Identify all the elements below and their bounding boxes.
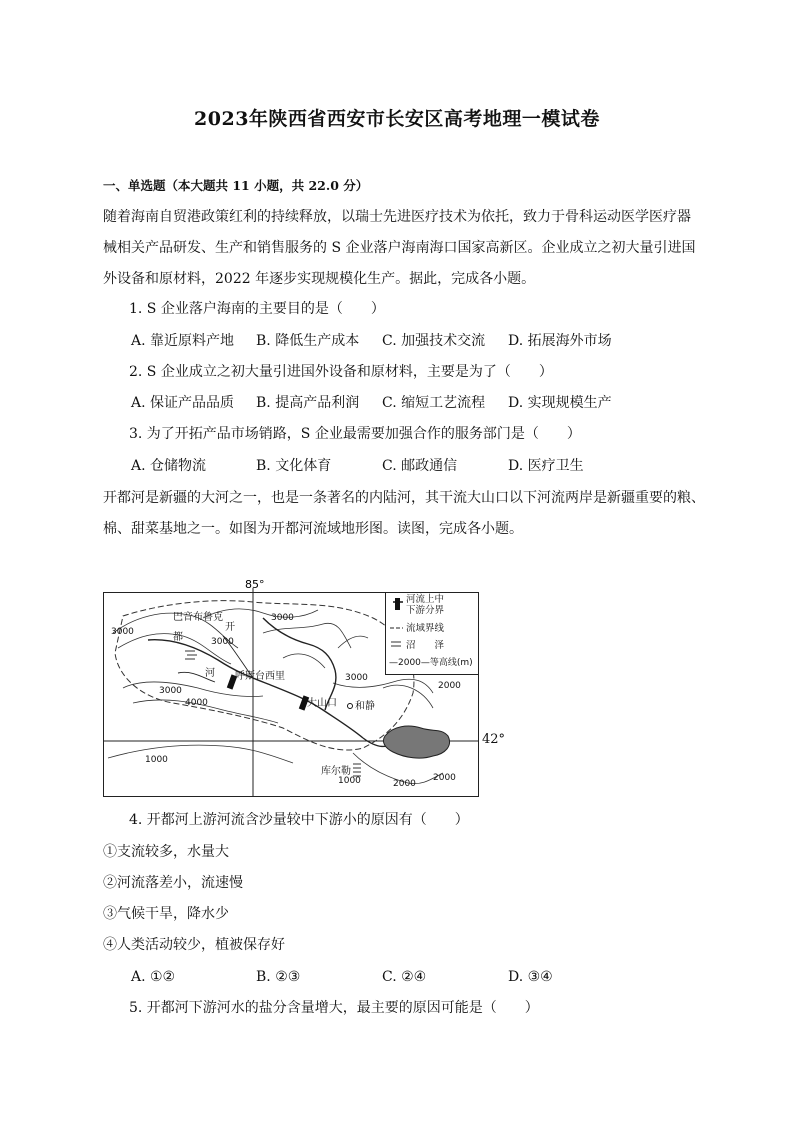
legend-divide-icon	[395, 598, 400, 610]
question-1-options	[131, 331, 612, 351]
option-d[interactable]: D. 医疗卫生	[508, 458, 584, 474]
question-2-stem: 2. S 企业成立之初大量引进国外设备和原材料，主要是为了（ ）	[129, 364, 553, 380]
option-b[interactable]: B. 提高产品利润	[256, 395, 360, 411]
option-b[interactable]: B. ②③	[256, 969, 301, 985]
passage1-line: 随着海南自贸港政策红利的持续释放，以瑞士先进医疗技术为依托，致力于骨科运动医学医疗器	[103, 209, 691, 225]
option-c[interactable]: C. 邮政通信	[382, 458, 458, 474]
contour-label: 2000	[393, 779, 416, 789]
place-husitaixili: 呼斯台西里	[235, 671, 285, 682]
question-4-item: ④人类活动较少，植被保存好	[103, 937, 285, 953]
option-a[interactable]: A. ①②	[131, 969, 176, 985]
option-b[interactable]: B. 文化体育	[256, 458, 332, 474]
contour-label: 4000	[185, 698, 208, 708]
contour-label: 1000	[145, 755, 168, 765]
option-d[interactable]: D. 拓展海外市场	[508, 333, 612, 349]
legend-basin: 流域界线	[406, 623, 445, 634]
contour-label: 2000	[438, 681, 461, 691]
map-legend	[386, 593, 479, 675]
hejing-dot	[348, 704, 353, 709]
contour-label: 3000	[345, 673, 368, 683]
lon-label: 85°	[245, 578, 265, 591]
question-3-stem: 3. 为了开拓产品市场销路，S 企业最需要加强合作的服务部门是（ ）	[129, 426, 581, 442]
question-3-options	[131, 456, 584, 476]
place-bayinbuluke: 巴音布鲁克	[173, 612, 223, 623]
legend-marsh: 沼 泽	[406, 640, 445, 651]
river-char: 河	[205, 668, 215, 679]
option-a[interactable]: A. 保证产品品质	[131, 395, 235, 411]
passage2-line: 棉、甜菜基地之一。如图为开都河流域地形图。读图，完成各小题。	[103, 521, 523, 537]
option-a[interactable]: A. 靠近原料产地	[131, 333, 235, 349]
contour-label: 3000	[271, 613, 294, 623]
option-d[interactable]: D. 实现规模生产	[508, 395, 612, 411]
legend-divide-2: 下游分界	[406, 605, 445, 616]
place-hejing: 和静	[355, 701, 375, 712]
section-heading: 一、单选题（本大题共 11 小题，共 22.0 分）	[103, 178, 369, 193]
legend-contour: —2000—等高线(m)	[389, 658, 473, 668]
place-dashankou: 大山口	[307, 698, 337, 709]
page-title: 2023年陕西省西安市长安区高考地理一模试卷	[194, 108, 600, 130]
contour-label: 2000	[433, 773, 456, 783]
question-5-stem: 5. 开都河下游河水的盐分含量增大，最主要的原因可能是（ ）	[129, 1000, 539, 1016]
question-4-item: ③气候干旱，降水少	[103, 906, 229, 922]
passage2-line: 开都河是新疆的大河之一，也是一条著名的内陆河，其干流大山口以下河流两岸是新疆重要的粮、	[103, 490, 705, 506]
contour-label: 3000	[111, 627, 134, 637]
map-figure	[103, 578, 481, 800]
option-d[interactable]: D. ③④	[508, 969, 553, 985]
option-a[interactable]: A. 仓储物流	[131, 458, 207, 474]
place-korla: 库尔勒	[321, 766, 351, 777]
question-2-options	[131, 393, 612, 413]
river-char: 开	[225, 622, 235, 633]
river-char: 都	[173, 632, 183, 643]
contour-label: 1000	[338, 776, 361, 786]
option-b[interactable]: B. 降低生产成本	[256, 333, 360, 349]
contour-label: 3000	[159, 686, 182, 696]
question-4-stem: 4. 开都河上游河流含沙量较中下游小的原因有（ ）	[129, 812, 469, 828]
question-1-stem: 1. S 企业落户海南的主要目的是（ ）	[129, 301, 385, 317]
legend-divide: 河流上中	[406, 594, 445, 605]
option-c[interactable]: C. ②④	[382, 969, 427, 985]
lat-label: 42°	[482, 732, 506, 747]
question-4-item: ①支流较多，水量大	[103, 844, 229, 860]
question-4-item: ②河流落差小，流速慢	[103, 875, 243, 891]
option-c[interactable]: C. 缩短工艺流程	[382, 395, 486, 411]
contour-label: 3000	[211, 637, 234, 647]
option-c[interactable]: C. 加强技术交流	[382, 333, 486, 349]
kaidu-river-map	[103, 578, 481, 800]
passage1-line: 外设备和原材料，2022 年逐步实现规模化生产。据此，完成各小题。	[103, 271, 536, 287]
passage1-line: 械相关产品研发、生产和销售服务的 S 企业落户海南海口国家高新区。企业成立之初大量引进国	[103, 240, 696, 256]
question-4-options	[131, 967, 553, 987]
